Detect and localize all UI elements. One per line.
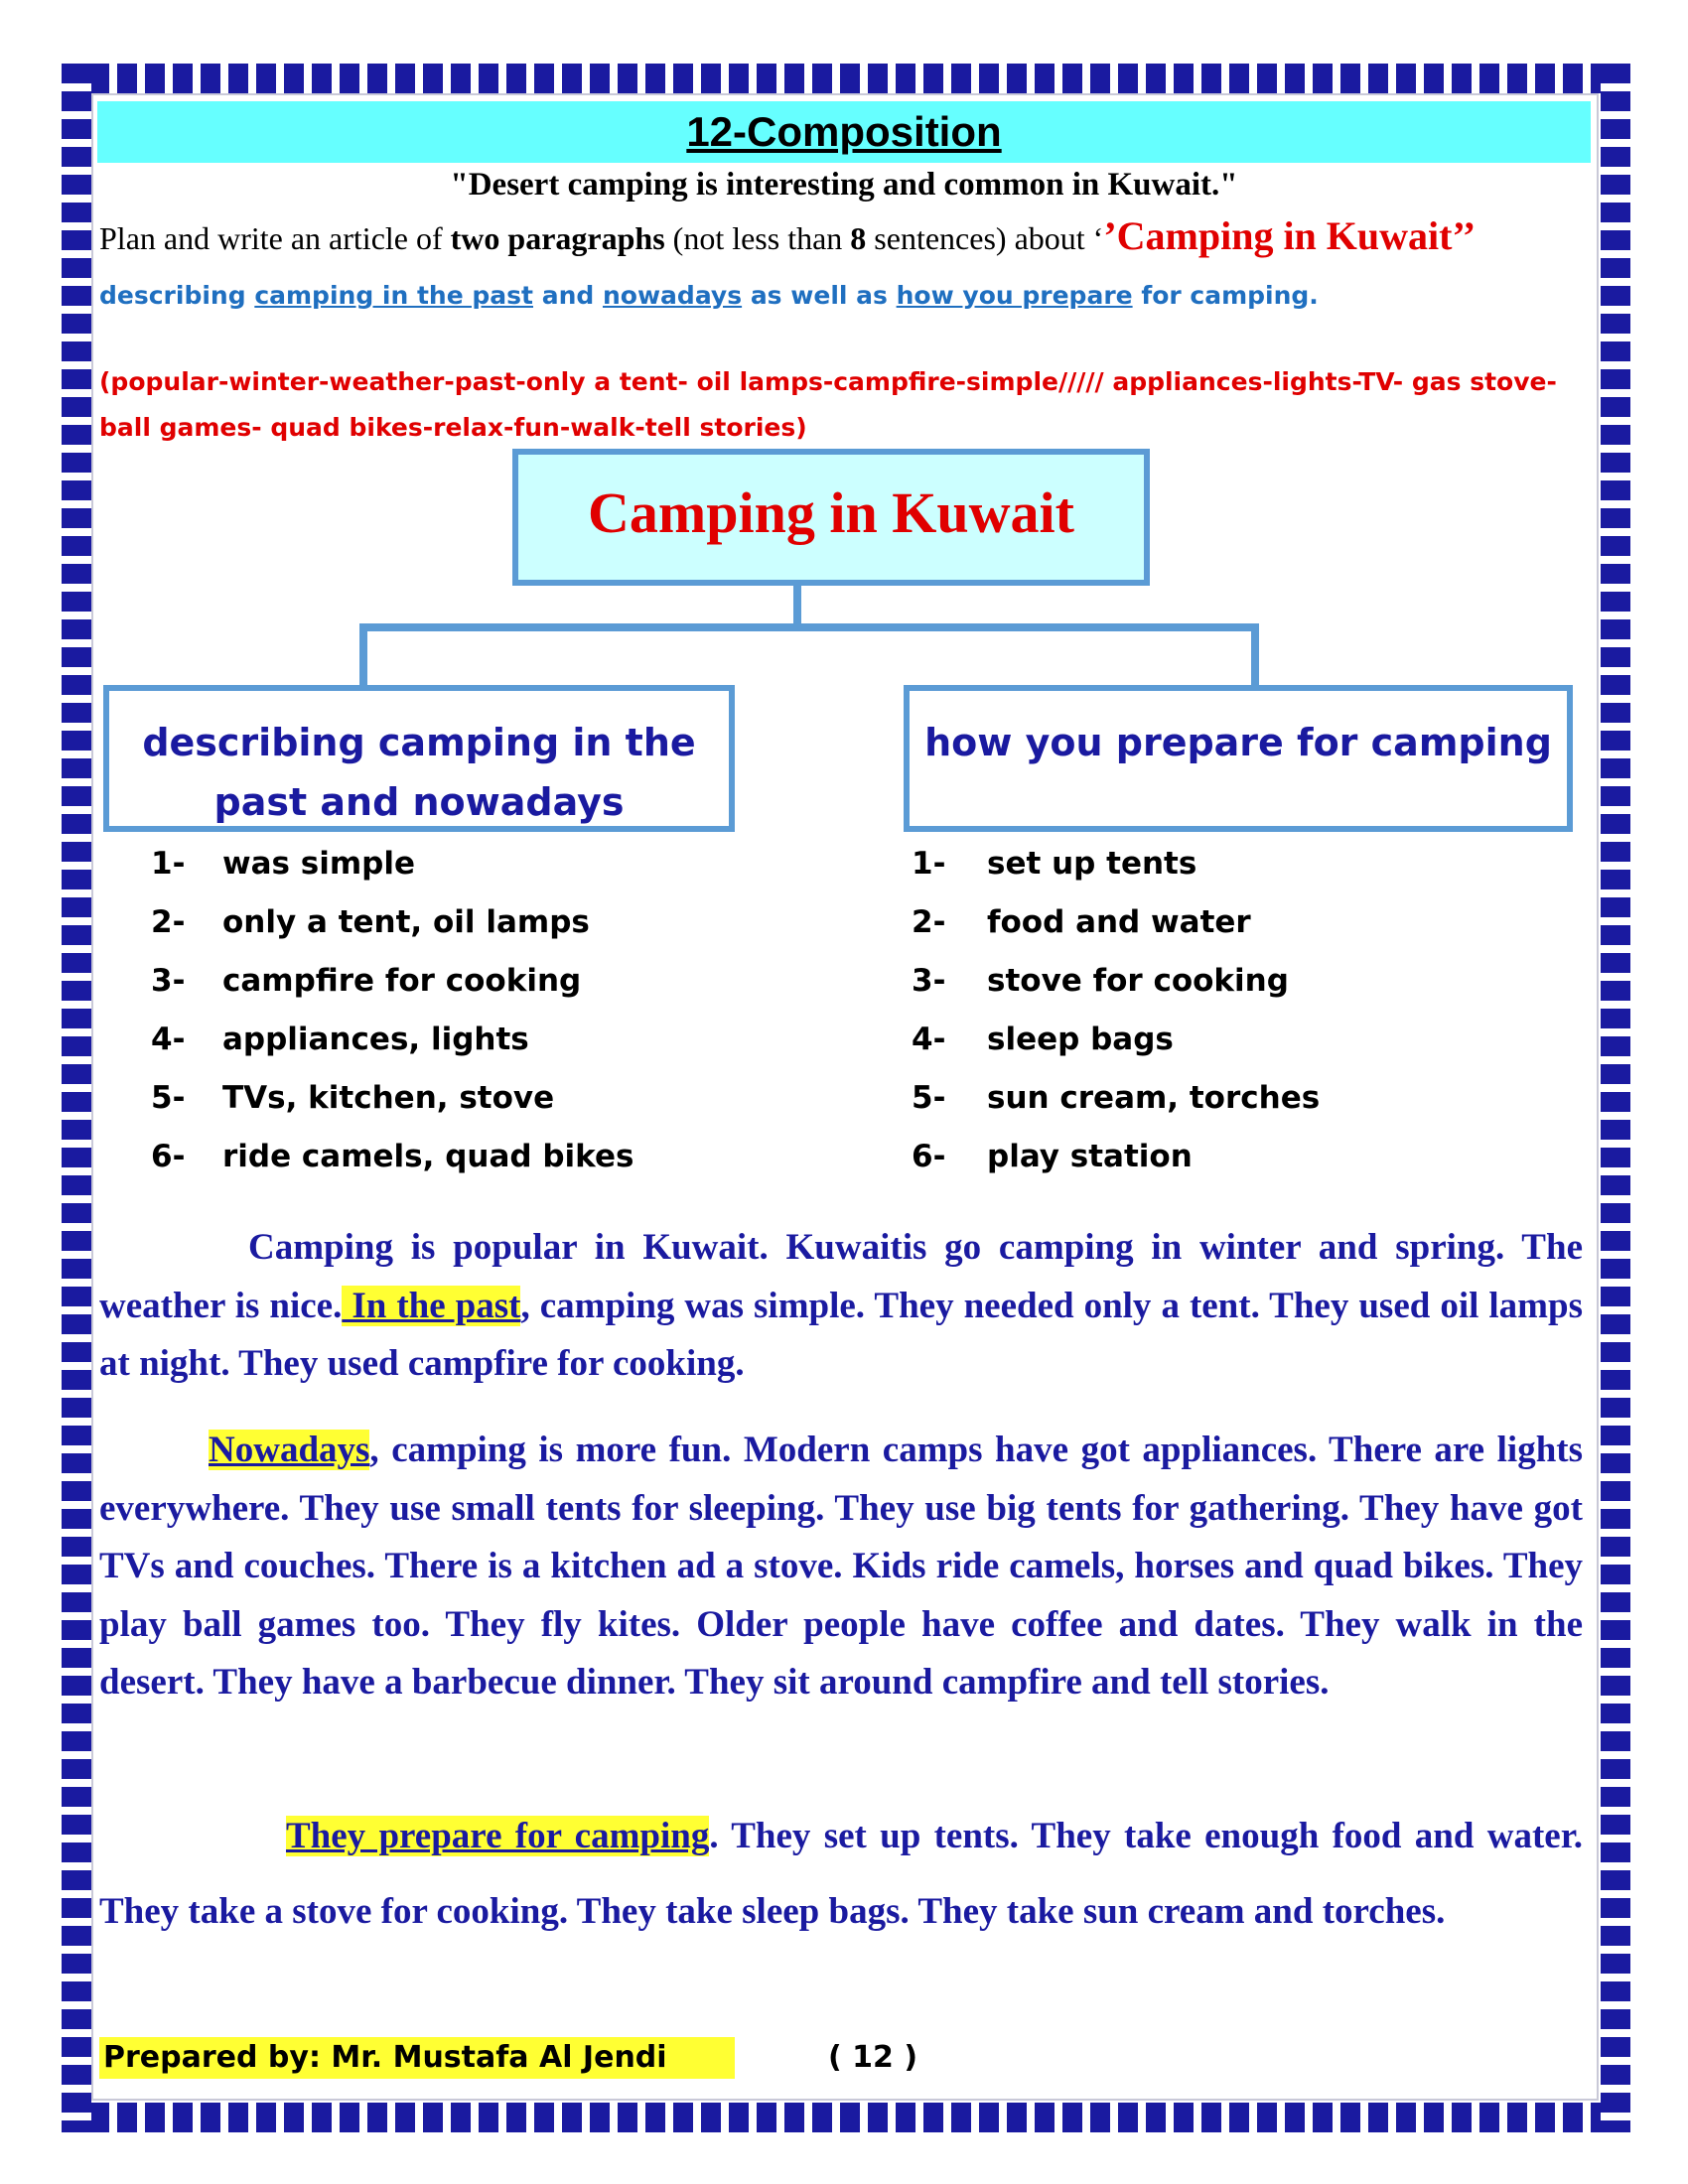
- highlight-they-prepare: They prepare for camping: [286, 1816, 710, 1856]
- list-item: [151, 1022, 747, 1080]
- list-text: was simple: [222, 846, 416, 882]
- list-number: 6-: [151, 1139, 186, 1174]
- instructions-bold-1: two paragraphs: [450, 220, 665, 256]
- instructions-desc-3: as well as: [742, 281, 897, 310]
- list-item: [912, 846, 1547, 904]
- list-number: 1-: [151, 846, 186, 882]
- connector-horizontal: [359, 623, 1259, 631]
- list-number: 4-: [151, 1022, 186, 1057]
- list-text: stove for cooking: [987, 963, 1289, 999]
- list-item: [151, 846, 747, 904]
- border-right: [1601, 64, 1630, 2132]
- list-text: only a tent, oil lamps: [222, 904, 590, 940]
- connector-vertical: [793, 586, 801, 625]
- instructions-bold-2: 8: [850, 220, 867, 256]
- instructions-topic: ’Camping in Kuwait’’: [1103, 213, 1477, 258]
- list-item: [912, 1080, 1547, 1139]
- list-text: food and water: [987, 904, 1251, 940]
- list-text: play station: [987, 1139, 1193, 1174]
- paragraph-2: [99, 1422, 1583, 1712]
- list-text: ride camels, quad bikes: [222, 1139, 634, 1174]
- paragraph-1-text-b: , camping was simple. They needed only a tent. They used oil lamps at night. They used campfire for cooking.: [99, 1285, 1583, 1384]
- list-item: [151, 1139, 747, 1197]
- diagram-left-heading: describing camping in the past and nowadays: [142, 721, 696, 824]
- diagram-main-title: Camping in Kuwait: [588, 480, 1074, 545]
- list-text: TVs, kitchen, stove: [222, 1080, 555, 1116]
- paragraph-3-text: . They set up tents. They take enough food and water. They take a stove for cooking. They take sleep bags. They take sun cream and torches.: [99, 1816, 1583, 1932]
- list-number: 1-: [912, 846, 946, 882]
- list-item: [151, 963, 747, 1022]
- list-number: 5-: [151, 1080, 186, 1116]
- border-bottom: [62, 2103, 1630, 2132]
- list-item: [912, 1139, 1547, 1197]
- list-text: appliances, lights: [222, 1022, 529, 1057]
- paragraph-2-text: , camping is more fun. Modern camps have got appliances. There are lights everywhere. They use small tents for sleeping. They use big tents for gathering. They have got TVs and couches. There is a kitchen ad a stove. Kids ride camels, horses and quad bikes. They play ball games too. They fly kites. Older people have coffee and dates. They walk in the desert. They have a barbecue dinner. They sit around campfire and tell stories.: [99, 1430, 1583, 1703]
- list-number: 3-: [912, 963, 946, 999]
- list-text: set up tents: [987, 846, 1197, 882]
- prompt-quote: "Desert camping is interesting and common in Kuwait.": [450, 167, 1238, 203]
- paragraph-1: [99, 1219, 1583, 1394]
- list-number: 6-: [912, 1139, 946, 1174]
- instructions-text-3: sentences) about ‘: [866, 220, 1104, 256]
- page-number: ( 12 ): [828, 2040, 918, 2075]
- instructions-desc-1: describing: [99, 281, 255, 310]
- footer-prepared-by: Prepared by: Mr. Mustafa Al Jendi: [99, 2037, 735, 2079]
- instructions-desc-2: and: [533, 281, 603, 310]
- list-text: sleep bags: [987, 1022, 1174, 1057]
- list-item: [912, 1022, 1547, 1080]
- instructions: [99, 210, 1589, 322]
- instructions-text-2: (not less than: [664, 220, 851, 256]
- right-list: [912, 846, 1547, 1197]
- border-top: [62, 64, 1630, 93]
- instructions-link-prepare: how you prepare: [896, 281, 1133, 310]
- list-text: campfire for cooking: [222, 963, 582, 999]
- diagram-left-box: [103, 685, 735, 832]
- keywords: (popular-winter-weather-past-only a tent- oil lamps-campfire-simple///// appliances-lights-TV- gas stove-ball games- quad bikes-relax-fun-walk-tell stories): [99, 367, 1557, 442]
- highlight-nowadays: Nowadays: [209, 1430, 370, 1470]
- instructions-link-past: camping in the past: [254, 281, 533, 310]
- list-item: [912, 963, 1547, 1022]
- highlight-in-the-past: In the past: [342, 1285, 521, 1326]
- title-bar: [97, 101, 1591, 163]
- list-number: 2-: [912, 904, 946, 940]
- list-number: 4-: [912, 1022, 946, 1057]
- paragraph-3: [99, 1799, 1583, 1950]
- list-number: 5-: [912, 1080, 946, 1116]
- list-number: 3-: [151, 963, 186, 999]
- list-text: sun cream, torches: [987, 1080, 1321, 1116]
- paragraph-1-text-a: Camping is popular in Kuwait. Kuwaitis go camping in winter and spring. The weather is nice.: [99, 1227, 1583, 1326]
- border-left: [62, 64, 91, 2132]
- diagram-right-heading: how you prepare for camping: [924, 721, 1552, 764]
- left-list: [151, 846, 747, 1197]
- list-item: [151, 1080, 747, 1139]
- list-item: [912, 904, 1547, 963]
- list-number: 2-: [151, 904, 186, 940]
- connector-left: [359, 623, 367, 685]
- page-title: 12-Composition: [686, 108, 1002, 155]
- instructions-link-nowadays: nowadays: [602, 281, 743, 310]
- diagram-right-box: [904, 685, 1573, 832]
- connector-right: [1251, 623, 1259, 685]
- list-item: [151, 904, 747, 963]
- diagram-main-box: [512, 449, 1150, 586]
- instructions-desc-4: for camping.: [1132, 281, 1319, 310]
- instructions-text-1: Plan and write an article of: [99, 220, 451, 256]
